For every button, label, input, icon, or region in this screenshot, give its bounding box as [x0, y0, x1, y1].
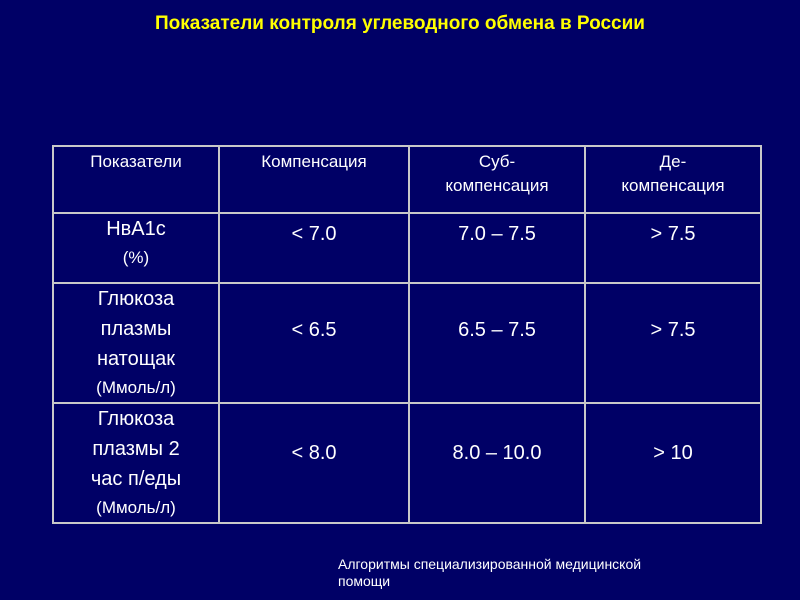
cell-decompensation — [585, 283, 761, 403]
header-subcompensation-line1: Суб- — [478, 152, 516, 171]
header-subcompensation — [409, 146, 585, 213]
cell-subcompensation — [409, 403, 585, 523]
cell-value: > 7.5 — [650, 223, 696, 245]
cell-subcompensation — [409, 283, 585, 403]
table-row — [53, 403, 761, 523]
source-note — [338, 556, 758, 590]
table-row — [53, 283, 761, 403]
cell-value: < 8.0 — [291, 442, 337, 464]
cell-value: 8.0 – 10.0 — [452, 442, 542, 464]
row-unit: (Ммоль/л) — [96, 378, 176, 397]
row-label-line: Глюкоза — [97, 288, 175, 310]
cell-subcompensation — [409, 213, 585, 283]
row-label-fasting-glucose — [53, 283, 219, 403]
header-indicators-line1: Показатели — [90, 152, 182, 171]
glycemic-control-table — [52, 145, 762, 524]
cell-decompensation — [585, 213, 761, 283]
source-note-line1: Алгоритмы специализированной медицинской — [338, 556, 642, 572]
row-label-line: натощак — [96, 348, 176, 370]
row-label-postprandial-glucose — [53, 403, 219, 523]
table-header-row — [53, 146, 761, 213]
cell-value: > 10 — [653, 442, 693, 464]
header-indicators — [53, 146, 219, 213]
cell-value: 6.5 – 7.5 — [458, 319, 536, 341]
cell-value: 7.0 – 7.5 — [458, 223, 536, 245]
cell-compensation — [219, 213, 409, 283]
slide-title: Показатели контроля углеводного обмена в России — [155, 13, 645, 34]
row-label-line: час п/еды — [90, 468, 182, 490]
cell-compensation — [219, 403, 409, 523]
cell-value: < 6.5 — [291, 319, 337, 341]
header-decompensation — [585, 146, 761, 213]
row-label-hba1c — [53, 213, 219, 283]
source-note-line2: помощи — [338, 573, 391, 589]
cell-compensation — [219, 283, 409, 403]
header-compensation-line1: Компенсация — [261, 152, 367, 171]
row-label-line: НвА1с — [106, 218, 166, 240]
row-label-line: плазмы 2 — [92, 438, 180, 460]
row-label-line: плазмы — [100, 318, 172, 340]
header-subcompensation-line2: компенсация — [445, 176, 549, 195]
cell-value: > 7.5 — [650, 319, 696, 341]
header-decompensation-line1: Де- — [659, 152, 687, 171]
row-unit: (Ммоль/л) — [96, 498, 176, 517]
table-row — [53, 213, 761, 283]
header-decompensation-line2: компенсация — [621, 176, 725, 195]
cell-value: < 7.0 — [291, 223, 337, 245]
cell-decompensation — [585, 403, 761, 523]
row-label-line: Глюкоза — [97, 408, 175, 430]
row-unit: (%) — [122, 248, 150, 267]
header-compensation — [219, 146, 409, 213]
